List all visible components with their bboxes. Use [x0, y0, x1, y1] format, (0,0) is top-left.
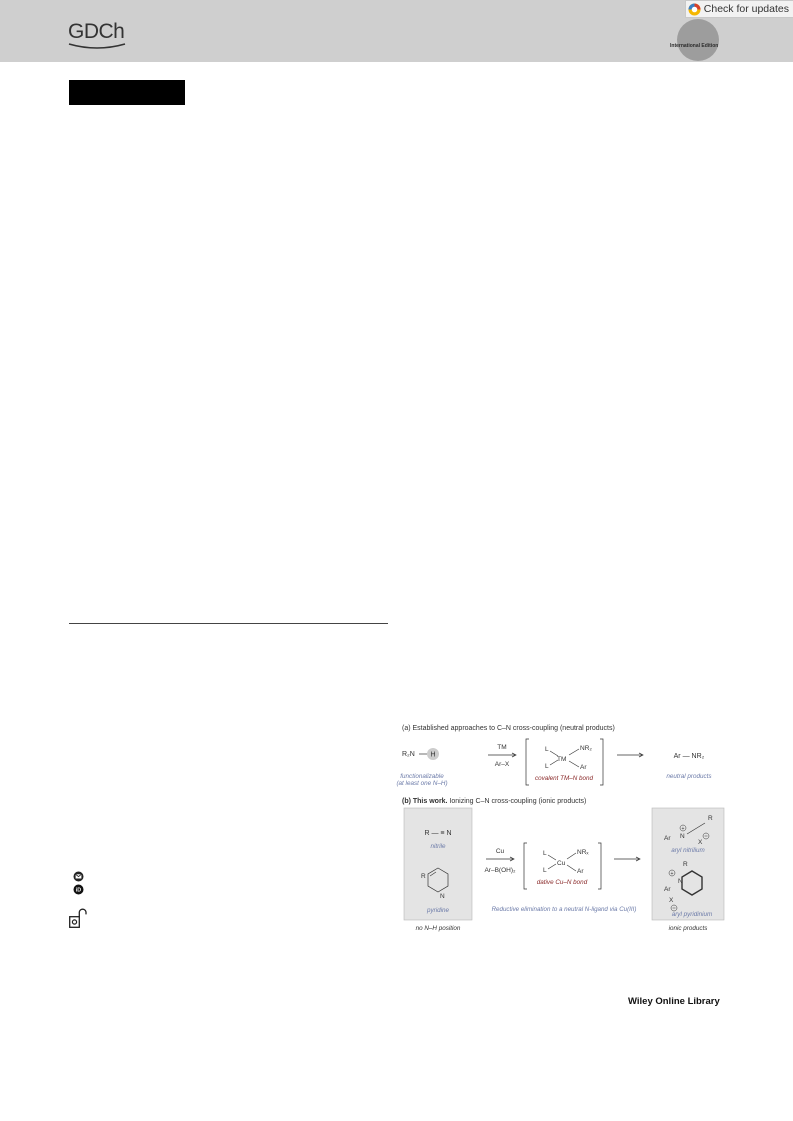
pyridinium-n: N — [678, 878, 683, 885]
logo-swoosh-icon — [68, 42, 126, 50]
product-box — [652, 808, 724, 920]
reagent-arx: Ar–X — [494, 761, 510, 768]
neutral-product: Ar — NR₂ — [673, 753, 705, 760]
orcid-icon[interactable] — [73, 884, 84, 895]
ligand-bottom-a: L — [545, 763, 549, 770]
reactant-note-line-1: functionalizable — [400, 773, 444, 780]
nitrile-formula: R — ≡ N — [424, 830, 452, 837]
neutral-products-label: neutral products — [666, 773, 712, 780]
pyridine-nitrogen: N — [440, 893, 445, 900]
reagent-boronic-acid: Ar–B(OH)₂ — [484, 867, 516, 874]
aryl-pyridinium-label: aryl pyridinium — [671, 911, 713, 918]
check-for-updates-button[interactable] — [685, 0, 793, 18]
journal-edition-label: International Edition — [670, 43, 719, 49]
open-access-icon[interactable] — [69, 907, 89, 929]
substrate-caption: no N–H position — [415, 925, 461, 932]
mechanism-note: Reductive elimination to a neutral N-ligand via Cu(III) — [491, 906, 637, 913]
amine-hydrogen: H — [430, 751, 436, 759]
dative-bond-label: dative Cu–N bond — [536, 879, 588, 886]
ligand-bottom-b: L — [543, 867, 547, 874]
wiley-online-library-logo[interactable]: Wiley Online Library — [628, 996, 720, 1007]
scheme-b-title: (b) This work. Ionizing C–N cross-coupling (ionic products) — [402, 798, 587, 805]
gdch-logo-text: GDCh — [68, 20, 125, 43]
bond-cu-ar — [567, 865, 576, 871]
journal-badge — [670, 19, 732, 61]
reagent-tm: TM — [497, 744, 507, 751]
reagent-cu: Cu — [495, 848, 505, 855]
bracket-right-a — [600, 739, 603, 785]
bracket-left-b — [524, 843, 527, 889]
reaction-scheme — [396, 722, 732, 937]
product-caption: ionic products — [668, 925, 708, 932]
pyridinium-counterion: X — [669, 897, 674, 904]
pyridine-substituent: R — [421, 873, 426, 880]
complex-ar-a: Ar — [580, 764, 587, 771]
metal-tm-a: TM — [557, 756, 567, 763]
bracket-left-a — [526, 739, 529, 785]
metal-cu-b: Cu — [557, 860, 566, 867]
footnote-divider — [69, 623, 388, 624]
nitrilium-r: R — [708, 815, 713, 822]
journal-header — [0, 0, 793, 62]
bond-l-cu-bottom — [548, 864, 556, 869]
gdch-logo — [68, 18, 126, 50]
ligand-top-b: L — [543, 850, 547, 857]
aryl-nitrilium-label: aryl nitrilium — [671, 847, 705, 854]
reactant-note-line-2: (at least one N–H) — [396, 780, 448, 787]
reaction-scheme-figure — [396, 722, 732, 937]
nitrilium-ar: Ar — [664, 835, 671, 842]
bond-tm-ar — [569, 761, 579, 767]
bond-l-tm-top — [550, 751, 558, 756]
crossmark-icon — [688, 3, 701, 16]
nitrilium-counterion: X — [698, 839, 703, 846]
substrate-box — [404, 808, 472, 920]
svg-text:iD: iD — [75, 887, 82, 894]
covalent-bond-label: covalent TM–N bond — [534, 775, 594, 782]
nitrilium-plus-sign: + — [681, 826, 685, 832]
journal-circle-icon — [677, 19, 719, 61]
complex-nrx-b: NRₓ — [577, 849, 589, 856]
check-for-updates-label: Check for updates — [703, 3, 789, 15]
email-icon[interactable] — [73, 871, 84, 882]
amine-reactant: R₂N — [402, 751, 415, 758]
pyridine-label: pyridine — [426, 907, 450, 914]
bracket-right-b — [598, 843, 601, 889]
nitrilium-n: N — [680, 833, 685, 840]
section-label-box — [69, 80, 185, 105]
pyridinium-plus-sign: + — [670, 871, 674, 877]
pyridinium-r: R — [683, 861, 688, 868]
complex-nr2-a: NR₂ — [580, 745, 592, 752]
bond-cu-n — [567, 853, 576, 859]
scheme-a-title: (a) Established approaches to C–N cross-coupling (neutral products) — [402, 725, 615, 732]
bond-tm-n — [569, 749, 579, 755]
pyridinium-ar: Ar — [664, 886, 671, 893]
nitrile-label: nitrile — [430, 843, 446, 850]
complex-ar-b: Ar — [577, 868, 584, 875]
ligand-top-a: L — [545, 746, 549, 753]
bond-l-cu-top — [548, 855, 556, 860]
